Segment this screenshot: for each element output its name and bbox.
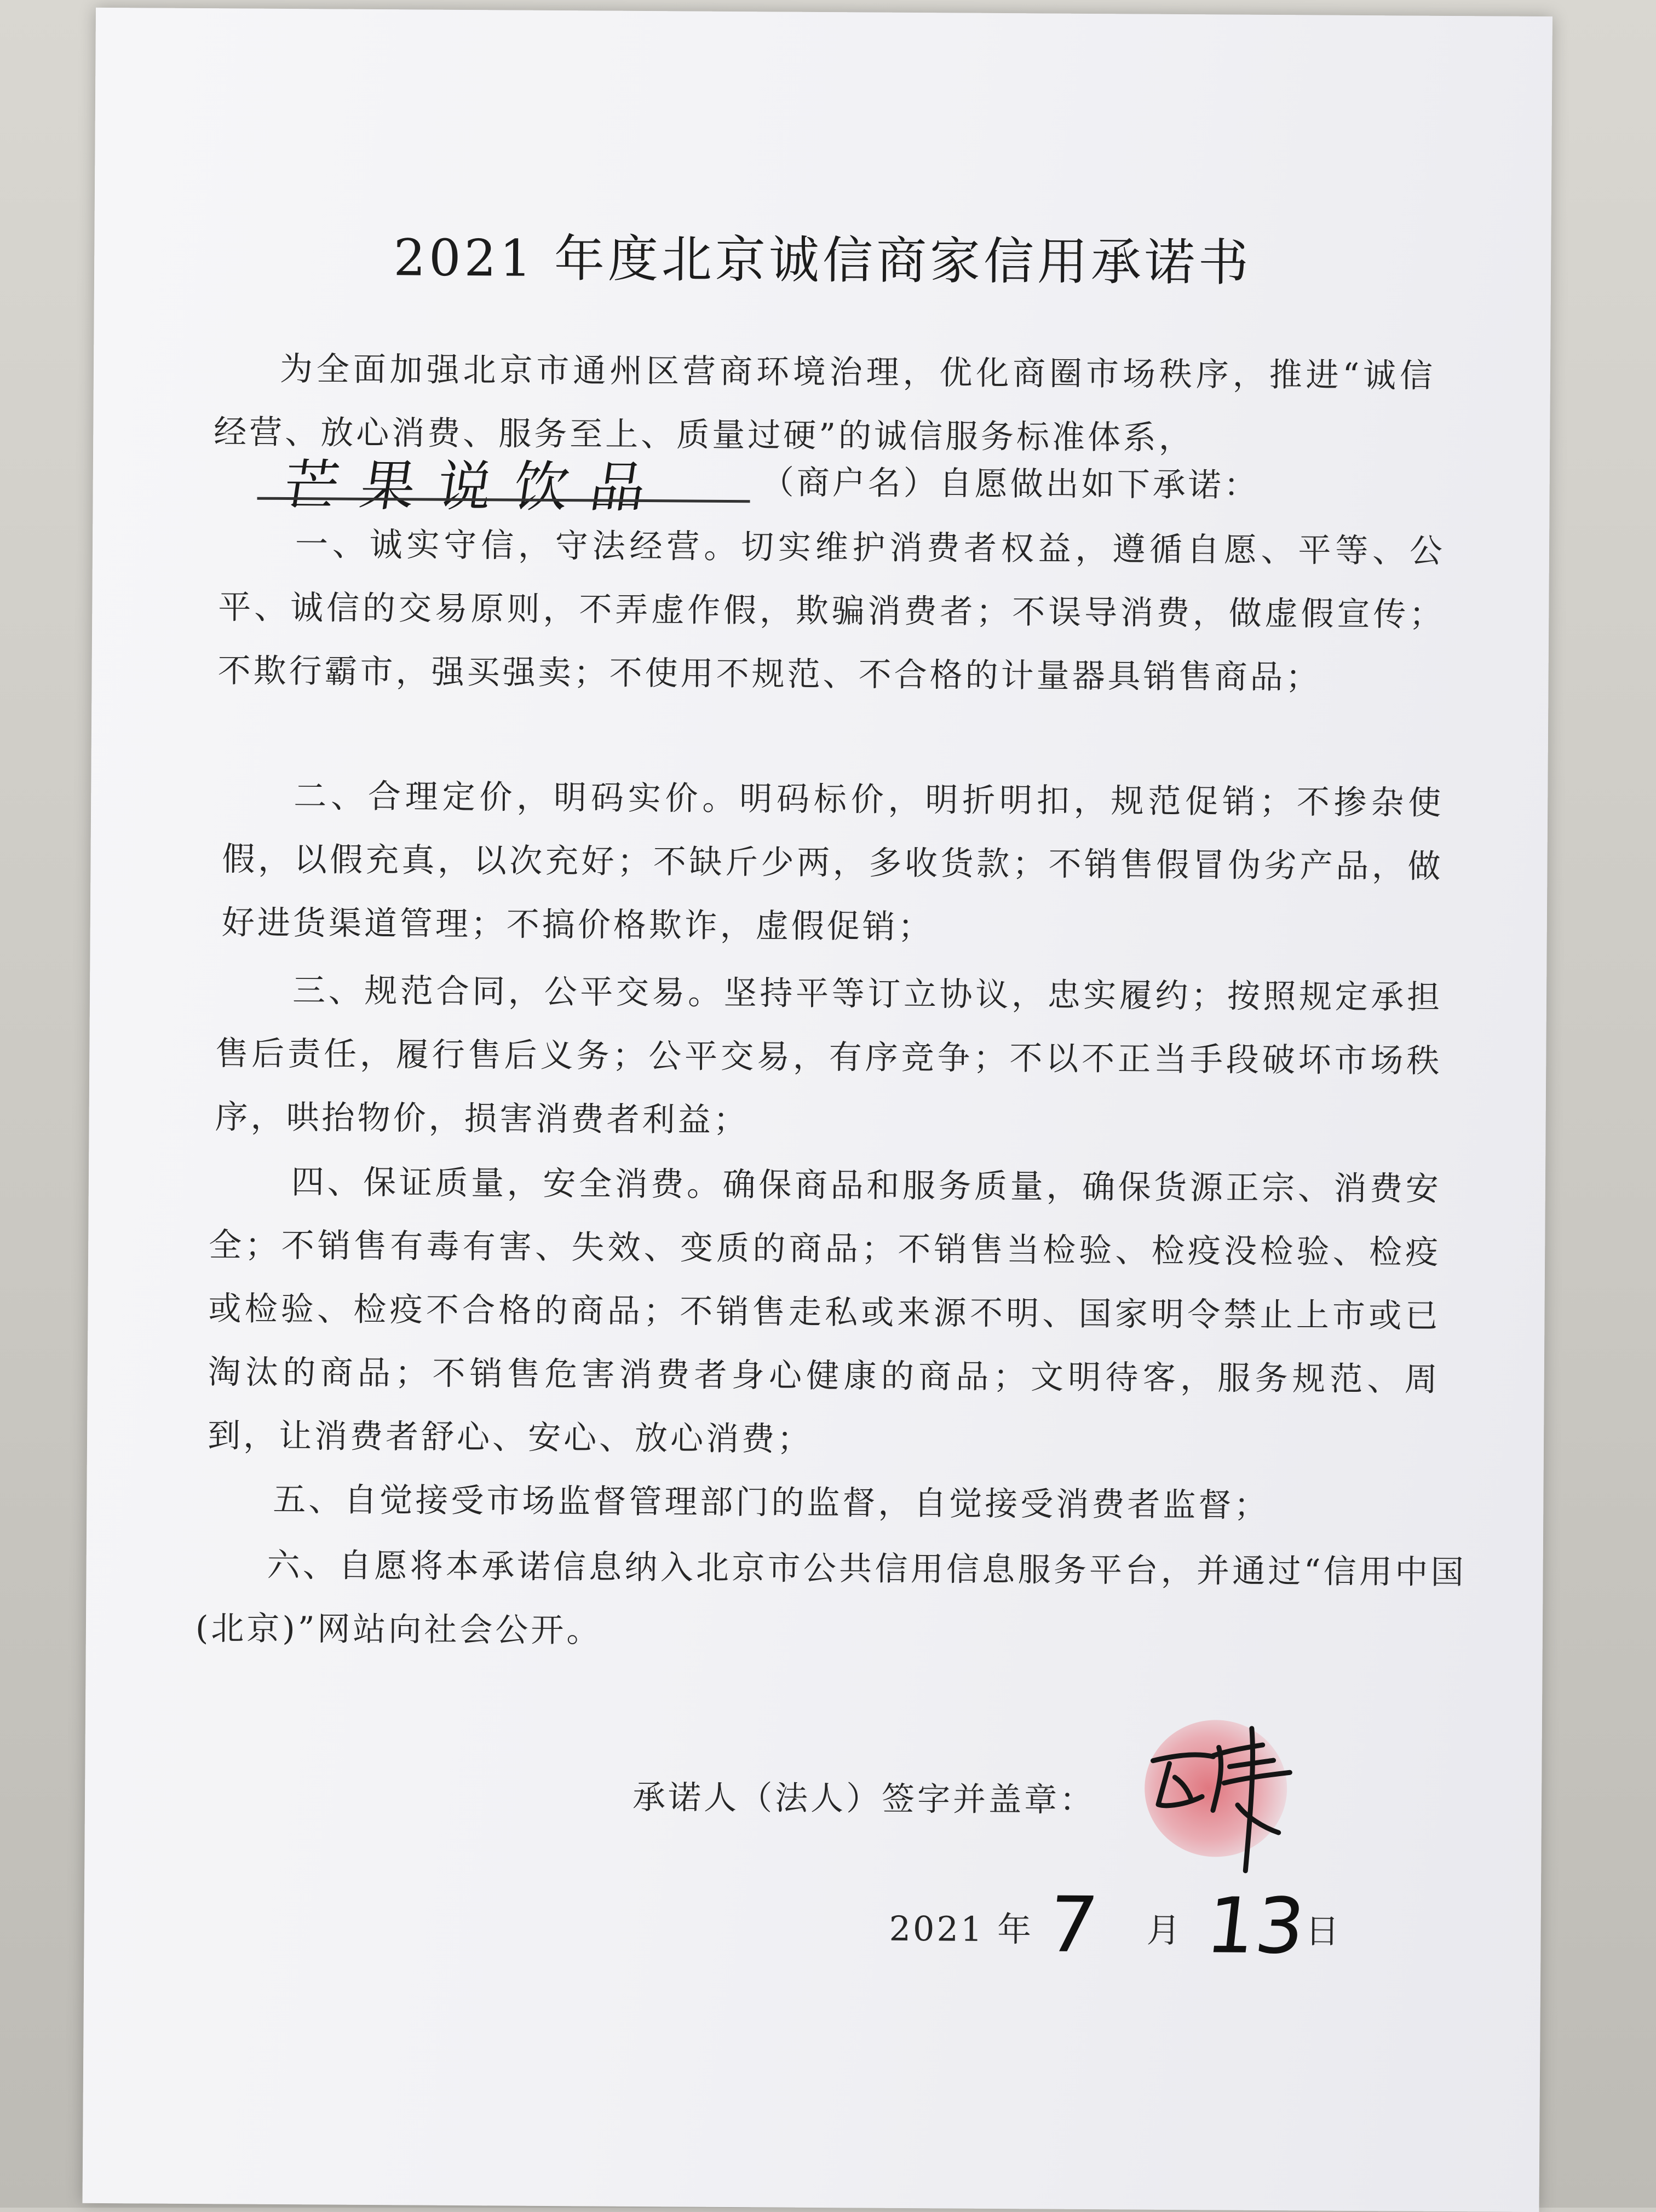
intro-paragraph: 为全面加强北京市通州区营商环境治理，优化商圈市场秩序，推进“诚信经营、放心消费、服务至上、质量过硬”的诚信服务标准体系， [214, 349, 1436, 458]
paper-sheet [83, 8, 1553, 2212]
date-year: 2021 年 [889, 1908, 1034, 1950]
merchant-row [257, 447, 1517, 520]
section-5: 五、自觉接受市场监督管理部门的监督，自觉接受消费者监督； [273, 1480, 1270, 1525]
section-2: 二、合理定价，明码实价。明码标价，明折明扣，规范促销；不掺杂使假，以假充真，以次充好；不缺斤少两，多收货款；不销售假冒伪劣产品，做好进货渠道管理；不搞价格欺诈，虚假促销； [221, 777, 1444, 947]
merchant-suffix: （商户名）自愿做出如下承诺： [761, 463, 1260, 505]
date-month-handwritten: 7 [1043, 1880, 1102, 1971]
merchant-name-handwritten: 芒果说饮品 [279, 453, 672, 520]
section-3: 三、规范合同，公平交易。坚持平等订立协议，忠实履约；按照规定承担售后责任，履行售后义务；公平交易，有序竞争；不以不正当手段破坏市场秩序，哄抬物价，损害消费者利益； [215, 971, 1443, 1140]
date-row [889, 1880, 1437, 1976]
document-title: 2021 年度北京诚信商家信用承诺书 [393, 228, 1252, 292]
date-day-handwritten: 13 [1201, 1881, 1309, 1972]
signature-label: 承诺人（法人）签字并盖章： [632, 1778, 1096, 1820]
section-1: 一、诚实守信，守法经营。切实维护消费者权益，遵循自愿、平等、公平、诚信的交易原则，不弄虚作假，欺骗消费者；不误导消费，做虚假宣传；不欺行霸市，强买强卖；不使用不规范、不合格的计量器具销售商品； [217, 525, 1446, 697]
section-6: 六、自愿将本承诺信息纳入北京市公共信用信息服务平台，并通过“信用中国(北京)”网站向社会公开。 [195, 1546, 1467, 1650]
date-month-label: 月 [1146, 1910, 1181, 1951]
handwritten-signature [1136, 1695, 1318, 1877]
date-day-label: 日 [1305, 1911, 1339, 1951]
section-4: 四、保证质量，安全消费。确保商品和服务质量，确保货源正宗、消费安全；不销售有毒有害、失效、变质的商品；不销售当检验、检疫没检验、检疫或检验、检疫不合格的商品；不销售走私或来源不明、国家明令禁止上市或已淘汰的商品；不销售危害消费者身心健康的商品；文明待客，服务规范、周到，让消费者舒心、安心、放心消费； [207, 1163, 1442, 1459]
